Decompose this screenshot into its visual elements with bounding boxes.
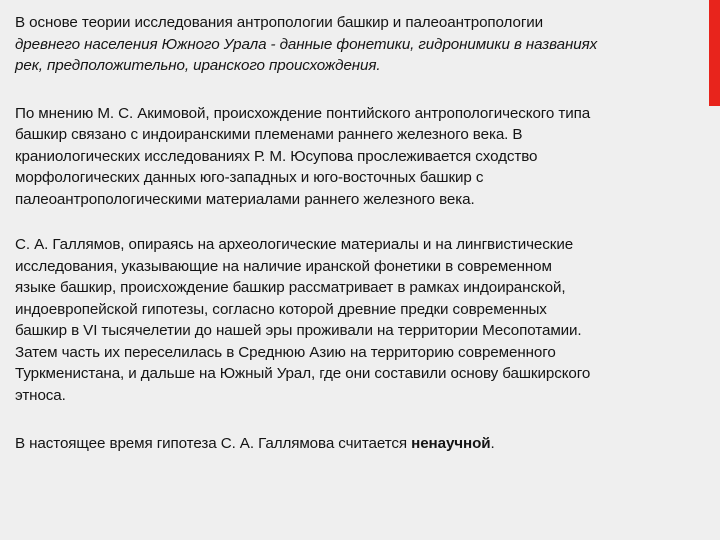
paragraph-3-line-5: башкир в VI тысячелетии до нашей эры проживали на территории Месопотамии. <box>15 322 582 339</box>
paragraph-1 <box>15 12 715 77</box>
paragraph-1-line-2-text: древнего населения Южного Урала - данные фонетики, гидронимики в названиях <box>15 35 598 53</box>
paragraph-3-line-4: индоевропейской гипотезы, согласно которой древние предки современных <box>15 300 547 318</box>
paragraph-3 <box>15 234 715 406</box>
paragraph-3-line-7: Туркменистана, и дальше на Южный Урал, где они составили основу башкирского <box>15 365 591 382</box>
paragraph-3-line-2: исследования, указывающие на наличие иранской фонетики в современном <box>15 257 552 275</box>
paragraph-4-line-1 <box>15 433 715 455</box>
emphasis-word: ненаучной <box>411 435 491 452</box>
paragraph-3-line-6: Затем часть их переселилась в Среднюю Азию на территорию современного <box>15 343 556 361</box>
paragraph-3-line-3: языке башкир, происхождение башкир рассматривает в рамках индоиранской, <box>15 279 566 296</box>
paragraph-4 <box>15 433 715 455</box>
paragraph-2-line-3: краниологических исследованиях Р. М. Юсупова прослеживается сходство <box>15 147 538 165</box>
paragraph-2-line-4: морфологических данных юго‑западных и юго‑восточных башкир с <box>15 169 484 186</box>
paragraph-1-line-1: В основе теории исследования антропологии башкир и палеоантропологии <box>15 14 544 31</box>
paragraph-4-text: В настоящее время гипотеза С. А. Галлямова считается <box>15 435 412 452</box>
paragraph-4-end: . <box>490 435 495 452</box>
paragraph-1-line-2 <box>15 34 715 56</box>
paragraph-2 <box>15 103 715 211</box>
paragraph-3-line-8: этноса. <box>15 386 66 404</box>
paragraph-1-line-3: рек, предположительно, иранского происхождения. <box>15 57 381 74</box>
paragraph-3-line-1: С. А. Галлямов, опираясь на археологические материалы и на лингвистические <box>15 236 574 253</box>
paragraph-2-line-2: башкир связано с индоиранскими племенами раннего железного века. В <box>15 126 523 143</box>
paragraph-2-line-1: По мнению М. С. Акимовой, происхождение понтийского антропологического типа <box>15 104 591 122</box>
slide-content <box>15 12 715 455</box>
paragraph-2-line-5: палеоантропологическими материалами раннего железного века. <box>15 190 475 208</box>
